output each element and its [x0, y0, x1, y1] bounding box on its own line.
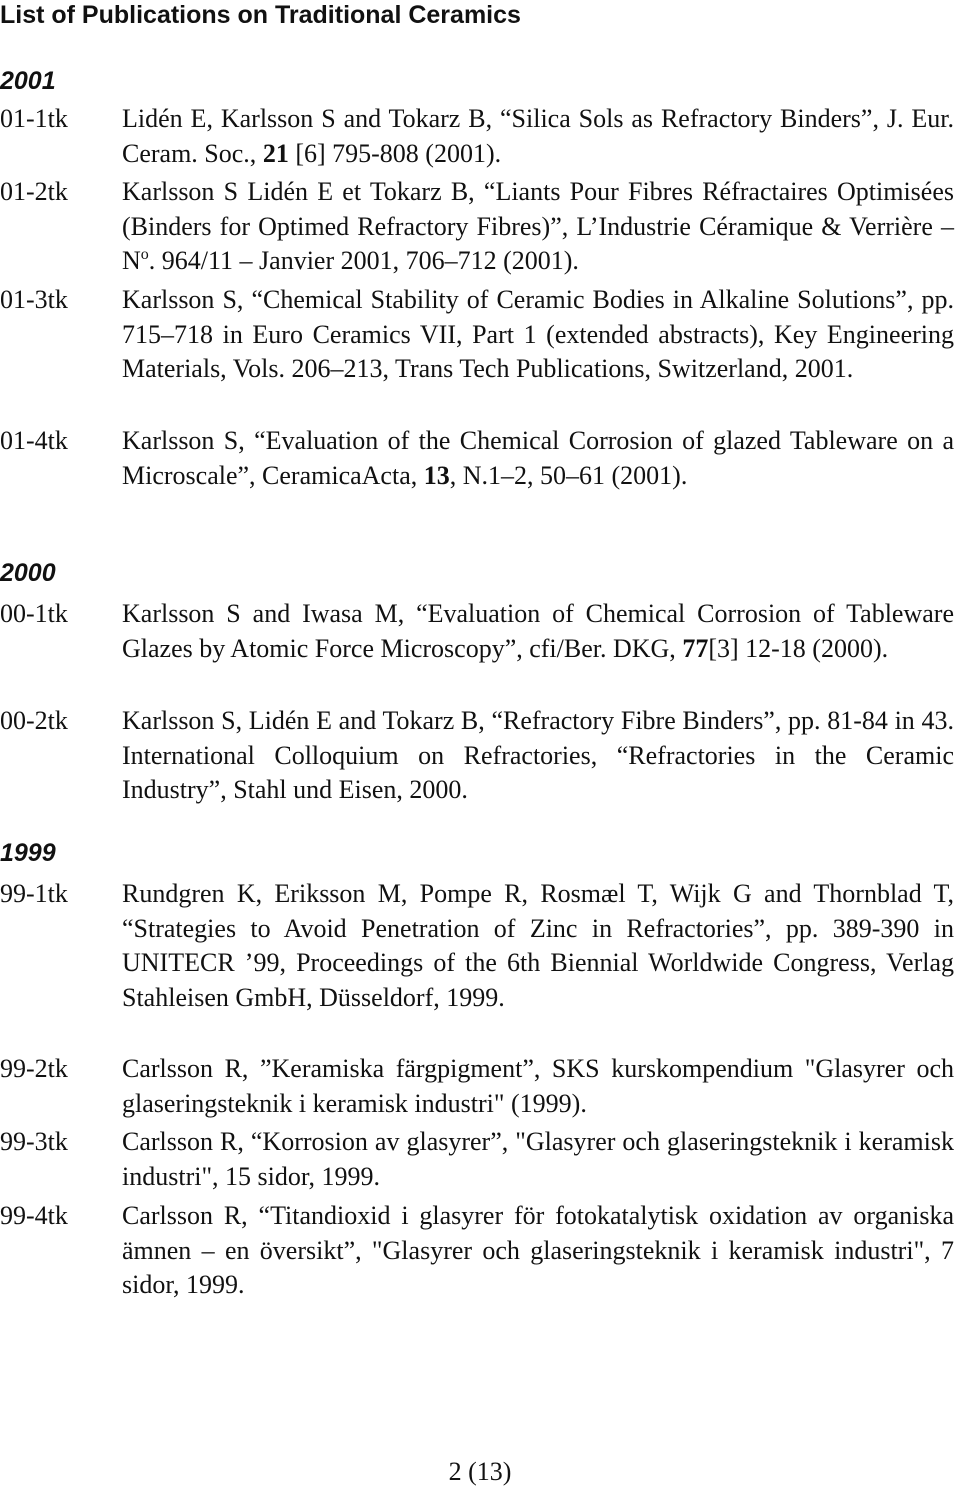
publication-code: 00-2tk: [0, 706, 68, 735]
publication-reference: [122, 877, 954, 1015]
publication-reference: [122, 1125, 954, 1194]
publication-reference: [122, 704, 954, 808]
page-title: List of Publications on Traditional Ceramics: [0, 1, 521, 29]
reference-text: Carlsson R, ”Keramiska färgpigment”, SKS kurskompendium "Glasyrer och glaseringsteknik i keramisk industri" (1999).: [122, 1054, 954, 1118]
publication-reference: [122, 1052, 954, 1121]
publication-reference: [122, 283, 954, 387]
publication-code: 01-3tk: [0, 285, 68, 314]
publication-code: 99-2tk: [0, 1054, 68, 1083]
reference-text: Karlsson S, “Chemical Stability of Ceramic Bodies in Alkaline Solutions”, pp. 715–718 in Euro Ceramics VII, Part 1 (extended abstracts), Key Engineering Materials, Vols. 206–213, Trans Tech Publications, Switzerland, 2001.: [122, 285, 954, 383]
page-number: 2 (13): [448, 1457, 512, 1486]
publication-reference: [122, 102, 954, 171]
publication-code: 01-1tk: [0, 104, 68, 133]
volume-number: 77: [682, 633, 709, 663]
publication-reference: [122, 597, 954, 666]
volume-number: 21: [262, 138, 289, 168]
publication-code: 99-4tk: [0, 1201, 68, 1230]
reference-text: Karlsson S Lidén E et Tokarz B, “Liants Pour Fibres Réfractaires Optimisées (Binders for Optimed Refractory Fibres)”, L’Industrie Céramique & Verrière – N: [122, 177, 954, 275]
reference-text: , N.1–2, 50–61 (2001).: [449, 460, 688, 490]
volume-number: 13: [423, 460, 450, 490]
reference-text: Karlsson S, “Evaluation of the Chemical Corrosion of glazed Tableware on a Microscale”, CeramicaActa,: [122, 426, 954, 490]
reference-text: Karlsson S, Lidén E and Tokarz B, “Refractory Fibre Binders”, pp. 81-84 in 43. International Colloquium on Refractories, “Refractories in the Ceramic Industry”, Stahl und Eisen, 2000.: [122, 706, 954, 804]
reference-text: [3] 12-18 (2000).: [708, 633, 889, 663]
publication-reference: [122, 1199, 954, 1303]
year-heading: 1999: [0, 839, 56, 867]
reference-text: Karlsson S and Iwasa M, “Evaluation of Chemical Corrosion of Tableware Glazes by Atomic Force Microscopy”, cfi/Ber. DKG,: [122, 599, 954, 663]
reference-text: . 964/11 – Janvier 2001, 706–712 (2001).: [148, 246, 579, 275]
year-heading: 2001: [0, 67, 56, 95]
publication-code: 99-1tk: [0, 879, 68, 908]
publication-code: 01-2tk: [0, 177, 68, 206]
year-heading: 2000: [0, 559, 56, 587]
superscript-text: o: [140, 246, 149, 263]
publication-reference: [122, 175, 954, 279]
reference-text: Lidén E, Karlsson S and Tokarz B, “Silica Sols as Refractory Binders”, J. Eur. Ceram. Soc.,: [122, 104, 954, 168]
publication-code: 00-1tk: [0, 599, 68, 628]
reference-text: Carlsson R, “Korrosion av glasyrer”, "Glasyrer och glaseringsteknik i keramisk industri", 15 sidor, 1999.: [122, 1127, 954, 1191]
publication-code: 01-4tk: [0, 426, 68, 455]
reference-text: [6] 795-808 (2001).: [288, 138, 502, 168]
reference-text: Carlsson R, “Titandioxid i glasyrer för fotokatalytisk oxidation av organiska ämnen – en översikt”, "Glasyrer och glaseringsteknik i keramisk industri", 7 sidor, 1999.: [122, 1201, 954, 1299]
publication-code: 99-3tk: [0, 1127, 68, 1156]
reference-text: Rundgren K, Eriksson M, Pompe R, Rosmæl T, Wijk G and Thornblad T, “Strategies to Avoid Penetration of Zinc in Refractories”, pp. 389-390 in UNITECR ’99, Proceedings of the 6th Biennial Worldwide Congress, Verlag Stahleisen GmbH, Düsseldorf, 1999.: [122, 879, 954, 1012]
publication-reference: [122, 424, 954, 493]
